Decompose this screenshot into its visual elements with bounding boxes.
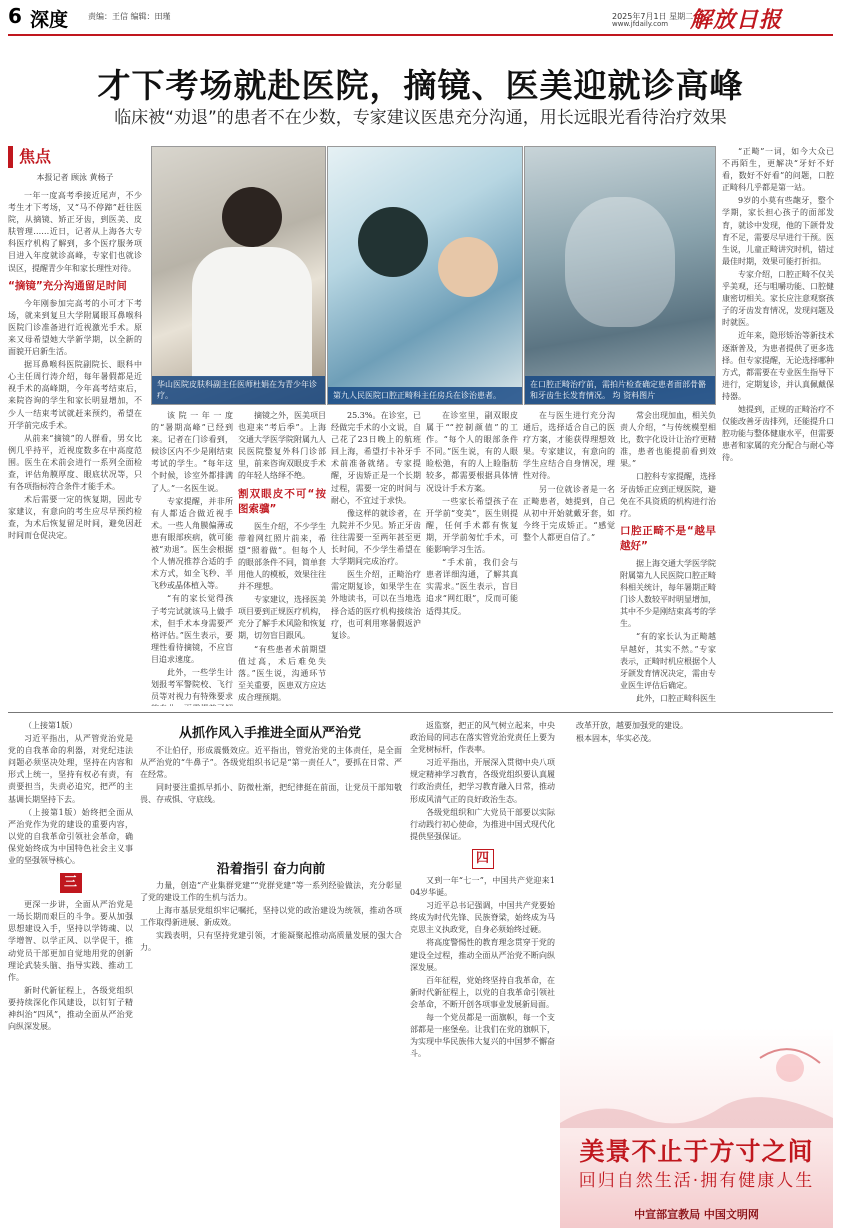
lower-column-a <box>8 720 133 1226</box>
paragraph: 此外，口腔正畸科医生 <box>636 693 716 703</box>
paragraph: 上海市基层党组织牢记嘱托，坚持以党的政治建设为统领，推动各项工作取得新进展、新成效。 <box>140 906 402 928</box>
person-head-shape <box>358 207 428 277</box>
paragraph: 实践表明，只有坚持党建引领，才能凝聚起推动高质量发展的强大合力。 <box>140 931 402 953</box>
continuation-note: （上接第1版） <box>24 721 78 730</box>
paragraph: 在诊室里，副双眼皮属于““控制颜值”的工作。“每个人的眼部条件不同。”医生说，有的人眼睑松弛，有的人上睑脂肪较多，都需要根据具体情况设计手术方案。 <box>426 411 518 493</box>
public-service-advertisement <box>560 1028 833 1228</box>
paragraph: “正畸”一词，如今大众已不再陌生，更解决“牙好不好看，数好不好看”的问题，口腔正畸科几乎都是第一站。 <box>722 147 834 193</box>
paragraph: 医生介绍，不少学生带着网红照片前来，希望“照着做”。但每个人的眼部条件不同，简单套用他人的模板，效果往往并不理想。 <box>238 521 326 592</box>
photo-xray-scan <box>524 146 716 405</box>
paragraph: 同时要注重抓早抓小、防微杜渐，把纪律挺在前面，让党员干部知敬畏、存戒惧、守底线。 <box>140 783 402 805</box>
byline: 本报记者 顾泳 黄杨子 <box>36 173 114 182</box>
paragraph: 今年刚参加完高考的小可才下考场，就来到复旦大学附属眼耳鼻喉科医院门诊准备进行近视激光手术。原来又母希望她大学新学期，以全新的面貌开启新生活。 <box>8 298 142 357</box>
coat-shape <box>192 247 312 377</box>
photo-caption: 华山医院皮肤科副主任医师杜娟在为青少年诊疗。 <box>152 376 325 404</box>
paragraph: “有些患者术前期望值过高，术后难免失落。”医生说，沟通环节至关重要，医患双方应达成合理预期。 <box>238 644 326 702</box>
lower-column-d <box>560 720 833 1020</box>
paragraph: 像这样的就诊者，在九院并不少见。矫正牙齿往往需要一至两年甚至更长时间，不少学生希望在大学期间完成治疗。 <box>331 508 421 567</box>
article-column-5 <box>426 410 518 706</box>
section-number-badge: 四 <box>472 849 494 869</box>
paragraph: 术后需要一定的恢复期，因此专家建议，有意向的考生应尽早预约检查，为术后恢复留足时间，避免因赶时间而仓促决定。 <box>8 495 142 541</box>
section-divider <box>8 712 833 713</box>
paragraph: 新时代新征程上，各级党组织要持续深化作风建设，以钉钉子精神纠治“四风”，推动全面从严治党向纵深发展。 <box>8 985 133 1032</box>
paragraph: 专家建议，选择医美项目要到正规医疗机构，充分了解手术风险和恢复期，切勿盲目跟风。 <box>238 595 326 641</box>
patient-head-shape <box>438 237 498 297</box>
article-column-8 <box>722 146 834 706</box>
header-rule <box>8 34 833 36</box>
paragraph: 将高度警惕性的教育理念贯穿于党的建设全过程，推动全面从严治党不断向纵深发展。 <box>410 938 555 972</box>
section-number-badge: 三 <box>60 873 82 893</box>
paragraph: “手术前，我们会与患者详细沟通，了解其真实需求。”医生表示，盲目追求“网红眼”，反而可能适得其反。 <box>426 558 518 616</box>
article-subheadline: 临床被“劝退”的患者不在少数，专家建议医患充分沟通，用长远眼光看待治疗效果 <box>114 108 727 128</box>
paragraph: 专家提醒，并非所有人都适合做近视手术。一些人角膜偏薄或患有眼部疾病，就可能被“劝退”。医生会根据个人情况推荐合适的手术方式，如全飞秒、半飞秒或晶体植入等。 <box>151 496 233 591</box>
paragraph: 专家介绍，口腔正畸不仅关乎美观，还与咀嚼功能、口腔健康密切相关。家长应注意观察孩子的牙齿发育情况，发现问题及时就医。 <box>722 269 834 328</box>
section-name: 深度 <box>30 9 69 31</box>
section-subtitle: 口腔正畸不是“越早越好” <box>620 524 716 552</box>
focus-label: 焦点 <box>8 146 108 168</box>
section-subtitle: 割双眼皮不可“按图索骥” <box>238 487 326 515</box>
paragraph <box>238 705 326 706</box>
landscape-illustration <box>560 1028 833 1228</box>
paragraph: 改革开放，越要加强党的建设。 <box>576 721 688 730</box>
paragraph: 常会出现加血，相关负责人介绍，“与传统模型相比，数字化设计让治疗更精准，患者也能提前看到效果。” <box>620 411 716 469</box>
lower-column-b2 <box>140 880 402 1226</box>
article-column-1 <box>8 190 142 702</box>
paragraph: 返监察，把正的风气树立起来，中央政治局的同志在落实管党治党责任上要为全党树标杆，作表率。 <box>410 721 555 755</box>
page-number: 6 <box>8 4 22 28</box>
paragraph: 习近平指出，开展深入贯彻中央八项规定精神学习教育，各级党组织要认真履行政治责任，把学习教育融入日常，推动形成风清气正的良好政治生态。 <box>410 758 555 804</box>
paragraph: （上接第1版）始终把全面从严治党作为党的建设的重要内容，以党的自我革命引领社会革命，确保党始终成为中国特色社会主义事业的坚强领导核心。 <box>8 807 133 866</box>
editor-credits: 责编：王信 编辑：田瑾 <box>88 12 171 21</box>
paragraph: 25.3%。在诊室，已经做完手术的小文说，自己花了23日晚上的航班回上海，希望打卡补牙手术前准备就绪。专家提醒，牙齿矫正是一个长期过程，需要一定的时间与耐心，不宜过于求快。 <box>331 411 421 505</box>
article-column-7 <box>620 410 716 706</box>
paragraph: “有的家长认为正畸越早越好，其实不然。”专家表示，正畸时机应根据个人牙颌发育情况决定，需由专业医生评估后确定。 <box>620 632 716 690</box>
article-column-4 <box>331 410 421 706</box>
lower-column-c <box>410 720 555 1226</box>
ad-slogan: 美景不止于方寸之间 <box>579 1137 814 1166</box>
paragraph: 力量，创造“产业集群党建”“党群党建”等一系列经验做法，充分彰显了党的建设工作的生机与活力。 <box>140 881 402 903</box>
photo-dermatologist <box>151 146 326 405</box>
paragraph: 医生介绍，正畸治疗需定期复诊，如果学生在外地读书，可以在当地选择合适的医疗机构接续治疗，也可利用寒暑假返沪复诊。 <box>331 570 421 640</box>
paragraph: 近年来，隐形矫治等新技术逐渐普及，为患者提供了更多选择。但专家提醒，无论选择哪种方式，都需要在专业医生指导下进行，定期复诊，并认真佩戴保持器。 <box>722 331 834 401</box>
paragraph: 9岁的小莫有些龅牙，整个学期，家长担心孩子的面部发育，就诊中发现，他的下颌骨发育不足，需要尽早进行干预。医生说，儿童正畸讲究时机，错过最佳时期，效果可能打折扣。 <box>722 196 834 266</box>
paragraph: 更深一步讲，全面从严治党是一场长期而艰巨的斗争。要从加强思想建设入手，坚持以学铸魂、以学增智、以学正风、以学促干，推动党员干部更加自觉地用党的创新理论武装头脑、指导实践、推动工作。 <box>8 900 133 982</box>
paragraph: 不让伯仔，形成震慑效应。近平指出，管党治党的主体责任，是全面从严治党的“牛鼻子”。各级党组织书记是“第一责任人”，要抓在日常、严在经常。 <box>140 746 402 780</box>
article-headline: 才下考场就赴医院，摘镜、医美迎就诊高峰 <box>97 66 744 105</box>
paragraph: 此外，一些学生计划报考军警院校、飞行员等对视力有特殊要求 <box>151 667 233 702</box>
paragraph: 据上海交通大学医学院附属第九人民医院口腔正畸科相关统计，每年暑期正畸门诊人数较平时明显增加，其中不少是刚结束高考的学生。 <box>620 558 716 629</box>
section-subtitle: “摘镜”充分沟通留足时间 <box>8 279 127 292</box>
paragraph: 一年一度高考季接近尾声，不少考生才下考场，又“马不停蹄”赶往医院，从摘镜、矫正牙齿，到医美、皮肤管理……近日，记者从上海各大专科医疗机构了解到，多个医疗服务项目进入年度就诊高峰，专家们也就诊误区，提醒青少年和家长理性对待。 <box>8 191 142 273</box>
paragraph: 根本固本，华实必茂。 <box>576 734 656 744</box>
paragraph: 一些家长希望孩子在开学前“变美”，医生则提醒，任何手术都有恢复期，开学前匆忙手术，可能影响学习生活。 <box>426 496 518 555</box>
lower-article-title: 从抓作风入手推进全面从严治党 <box>178 726 361 741</box>
ad-tagline: 回归自然生活·拥有健康人生 <box>578 1171 815 1191</box>
skull-scan-shape <box>565 197 675 327</box>
paragraph: 各级党组织和广大党员干部要以实际行动践行初心使命，为推进中国式现代化提供坚强保证。 <box>410 807 555 841</box>
article-column-2 <box>151 410 233 706</box>
paragraph: 习近平指出，从严管党治党是党的自我革命的利器，对党纪违法问题必须坚决处理，坚持在内容和形式上统一，坚持有权必有责，有责要担当，失责必追究，把严的主基调长期坚持下去。 <box>8 734 133 804</box>
lower-subsection-title: 沿着指引 奋力向前 <box>216 862 326 877</box>
website-link[interactable]: www.jfdaily.com <box>612 20 669 28</box>
paragraph: 摘镜之外，医美项目也迎来“考后季”。上海交通大学医学院附属九人民医院整复外科门诊部里，前来咨询双眼皮手术的年轻人络绎不绝。 <box>238 411 326 481</box>
newspaper-masthead: 解放日报 <box>690 7 783 33</box>
paragraph: 该院一年一度的“暑期高峰”已经到来。记者在门诊看到，候诊区内不少是刚结束考试的学生。“每年这个时候，诊室外都排满了人。”一名医生说。 <box>151 411 233 493</box>
person-head-shape <box>222 187 282 247</box>
lower-column-b <box>140 745 402 851</box>
article-column-6 <box>523 410 615 706</box>
paragraph: 每一个党员都是一面旗帜，每一个支部都是一座堡垒。让我们在党的旗帜下，为实现中华民族伟大复兴的中国梦不懈奋斗。 <box>410 1012 555 1059</box>
paragraph: 她提到，正规的正畸治疗不仅能改善牙齿排列，还能提升口腔功能与整体健康水平，但需要患者和家属的充分配合与耐心等待。 <box>722 404 834 463</box>
photo-caption: 在口腔正畸治疗前，需拍片检查确定患者面部骨骼和牙齿生长发育情况。 均 资料图片 <box>525 376 715 404</box>
issue-date: 2025年7月1日 星期二 <box>612 12 694 21</box>
paragraph: 又到一年“七一”，中国共产党迎来104岁华诞。 <box>410 875 555 898</box>
paragraph: 另一位就诊者是一名正畸患者，她提到，自己从初中开始就戴牙套，如今终于完成矫正。“感觉整个人都更自信了。” <box>523 484 615 542</box>
paragraph: 百年征程，党始终坚持自我革命，在新时代新征程上，以党的自我革命引领社会革命，不断开创各项事业发展新局面。 <box>410 975 555 1009</box>
paragraph: 口腔科专家提醒，选择牙齿矫正应到正规医院，避免在不具资质的机构进行治疗。 <box>620 472 716 518</box>
article-column-3 <box>238 410 326 706</box>
photo-orthodontist <box>327 146 523 405</box>
paragraph: “有的家长觉得孩子考完试就该马上做手术，但手术本身需要严格评估。”医生表示，要理性看待摘镜，不应盲目追求速度。 <box>151 594 233 664</box>
photo-caption: 第九人民医院口腔正畸科主任房兵在诊治患者。 <box>328 387 522 404</box>
paragraph: 习近平总书记强调，中国共产党要始终成为时代先锋、民族脊梁，始终成为马克思主义执政党，自身必须始终过硬。 <box>410 901 555 935</box>
paragraph: 据耳鼻喉科医院副院长、眼科中心主任周行涛介绍，每年暑假都是近视手术的高峰期，今年高考结束后，来院咨询的学生和家长明显增加，不少人一结束考试就赶来预约，希望在开学前完成手术。 <box>8 360 142 430</box>
ad-sponsor: 中宣部宣教局 中国文明网 <box>634 1208 759 1221</box>
paragraph: 在与医生进行充分沟通后，选择适合自己的医疗方案，才能获得理想效果。专家建议，有意向的学生应结合自身情况，理性对待。 <box>523 411 615 481</box>
paragraph: 从前来“摘镜”的人群看，男女比例几乎持平，近视度数多在中高度范围。医生在术前会进行一系列全面检查，评估角膜厚度、眼底状况等，只有各项指标符合条件才能手术。 <box>8 433 142 492</box>
